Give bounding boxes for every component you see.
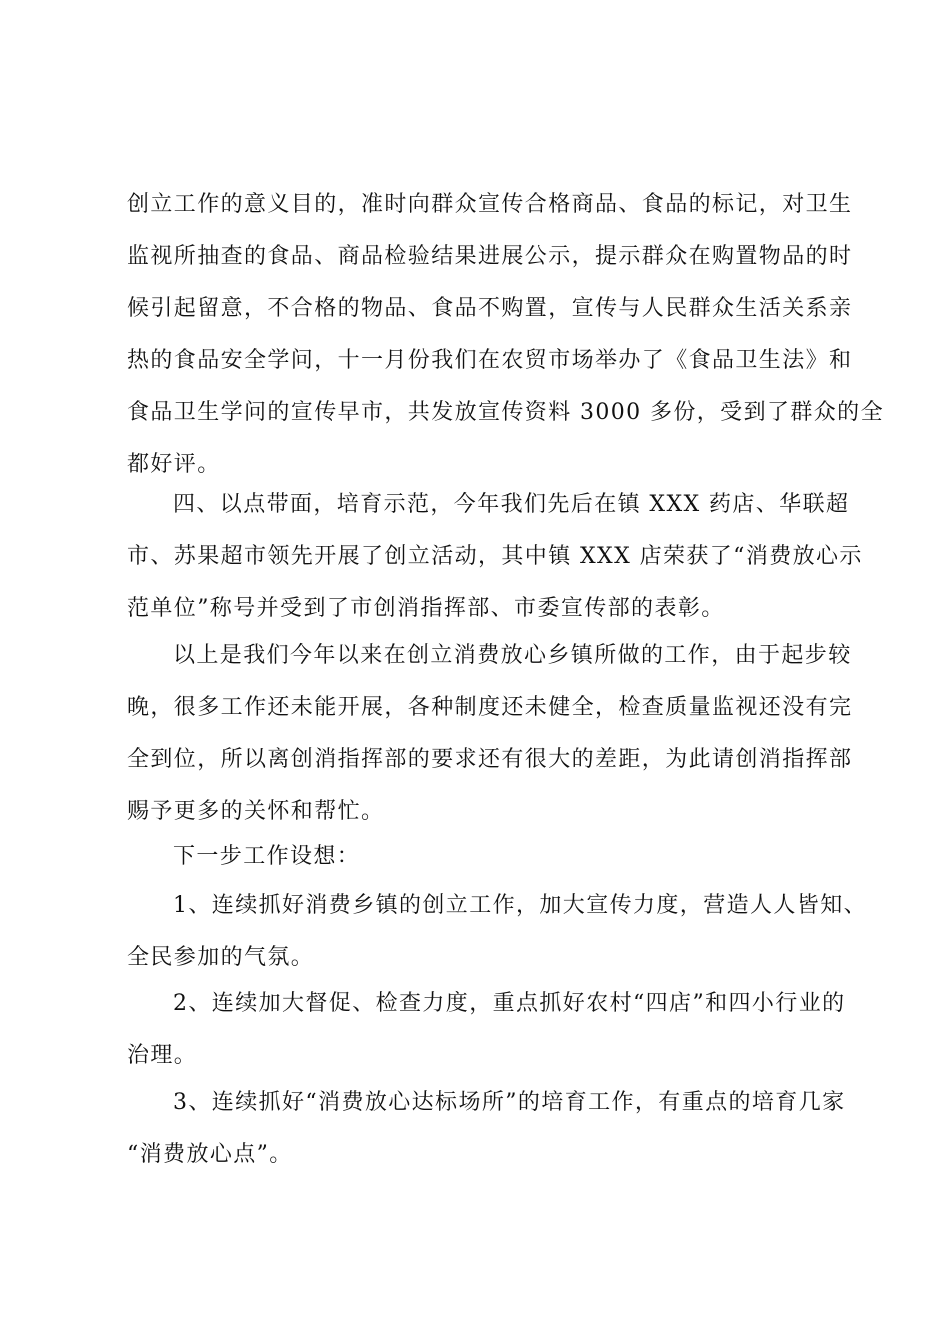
paragraph-line: 3、连续抓好“消费放心达标场所”的培育工作，有重点的培育几家 xyxy=(173,1090,846,1115)
paragraph-line: 创立工作的意义目的，准时向群众宣传合格商品、食品的标记，对卫生 xyxy=(127,192,853,217)
paragraph-line: 治理。 xyxy=(127,1043,198,1068)
paragraph-line: 2、连续加大督促、检查力度，重点抓好农村“四店”和四小行业的 xyxy=(173,991,846,1016)
paragraph-line: 晚，很多工作还未能开展，各种制度还未健全，检查质量监视还没有完 xyxy=(127,695,853,720)
paragraph-line: 以上是我们今年以来在创立消费放心乡镇所做的工作，由于起步较 xyxy=(173,643,852,668)
paragraph-line: 全到位，所以离创消指挥部的要求还有很大的差距，为此请创消指挥部 xyxy=(127,747,853,772)
paragraph-line: 下一步工作设想： xyxy=(173,844,361,869)
paragraph-line: 全民参加的气氛。 xyxy=(127,945,315,970)
paragraph-line: 市、苏果超市领先开展了创立活动，其中镇 XXX 店荣获了“消费放心示 xyxy=(127,544,863,569)
paragraph-line: “消费放心点”。 xyxy=(127,1142,293,1167)
paragraph-line: 热的食品安全学问，十一月份我们在农贸市场举办了《食品卫生法》和 xyxy=(127,348,853,373)
paragraph-line: 范单位”称号并受到了市创消指挥部、市委宣传部的表彰。 xyxy=(127,596,725,621)
paragraph-line: 候引起留意，不合格的物品、食品不购置，宣传与人民群众生活关系亲 xyxy=(127,296,853,321)
paragraph-line: 四、以点带面，培育示范，今年我们先后在镇 XXX 药店、华联超 xyxy=(173,492,850,517)
paragraph-line: 赐予更多的关怀和帮忙。 xyxy=(127,799,385,824)
paragraph-line: 1、连续抓好消费乡镇的创立工作，加大宣传力度，营造人人皆知、 xyxy=(173,893,867,918)
paragraph-line: 监视所抽查的食品、商品检验结果进展公示，提示群众在购置物品的时 xyxy=(127,244,853,269)
paragraph-line: 食品卫生学问的宣传早市，共发放宣传资料 3000 多份，受到了群众的全 xyxy=(127,400,884,425)
paragraph-line: 都好评。 xyxy=(127,452,221,477)
